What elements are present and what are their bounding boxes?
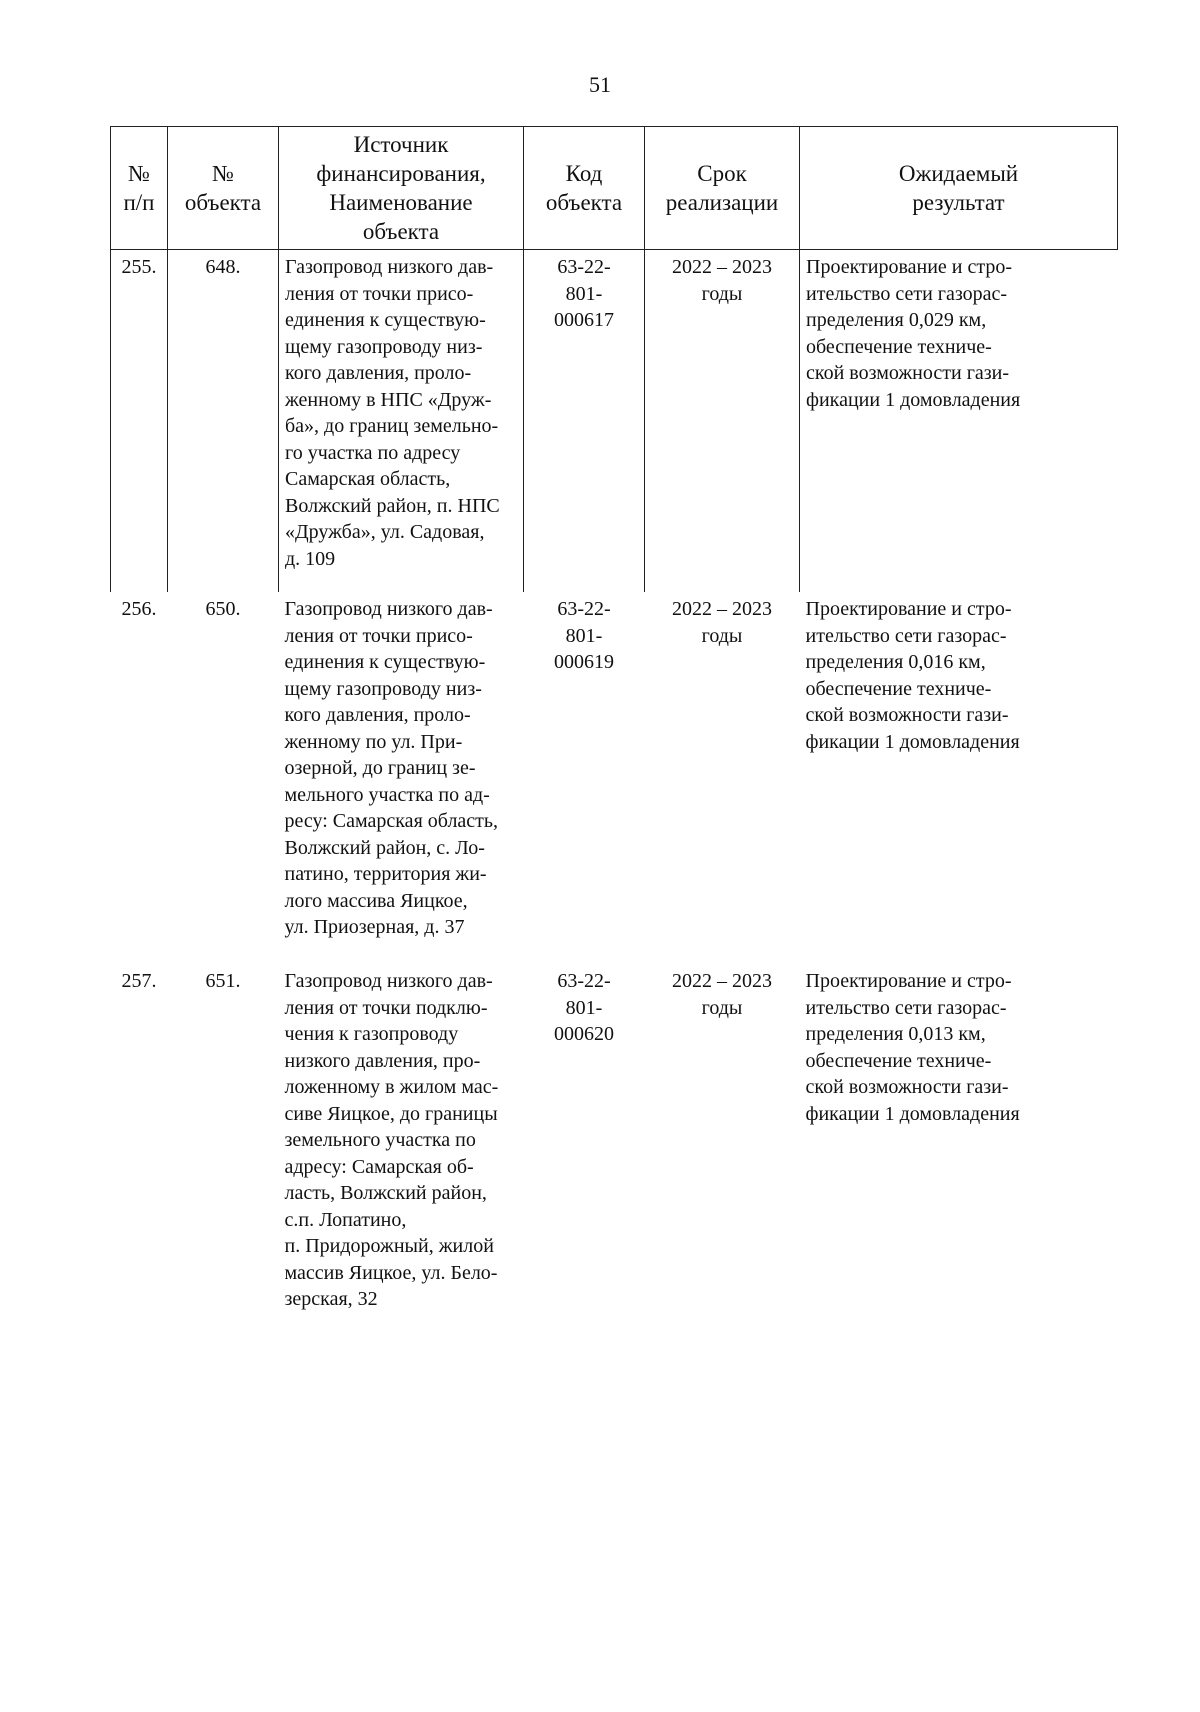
header-term: Срок реализации	[645, 127, 800, 250]
table-row	[111, 250, 1118, 593]
object-number: 651.	[205, 970, 241, 992]
term: 2022 – 2023 годы	[645, 250, 800, 593]
term: 2022 – 2023 годы	[672, 970, 772, 1019]
table-row	[111, 964, 1118, 1328]
term: 2022 – 2023 годы	[672, 598, 772, 647]
object-name: Газопровод низкого дав- ления от точки присо- единения к существую- щему газопроводу низ- кого давления, проло- женному в НПС «Друж- ба», до границ земельно- го участка по адресу Самарская область, Волжский район, п. НПС «Дружба», ул. Садовая, д. 109	[279, 250, 524, 593]
header-object-name: Источник финансирования, Наименование объекта	[279, 127, 524, 250]
header-expected-result: Ожидаемый результат	[800, 127, 1118, 250]
object-number: 648.	[168, 250, 279, 593]
expected-result: Проектирование и стро- ительство сети газорас- пределения 0,029 км, обеспечение техниче- ской возможности гази- фикации 1 домовладения	[800, 250, 1118, 593]
row-number: 256.	[121, 598, 157, 620]
object-name: Газопровод низкого дав- ления от точки подклю- чения к газопроводу низкого давления, про- ложенному в жилом мас- сиве Яицкое, до границы земельного участка по адресу: Самарская об- ласть, Волжский район, с.п. Лопатино, п. Придорожный, жилой массив Яицкое, ул. Бело- зерская, 32	[284, 970, 499, 1310]
table-header-row	[111, 127, 1118, 250]
header-object-code: Код объекта	[524, 127, 645, 250]
table-row	[111, 592, 1118, 964]
header-object-number: № объекта	[168, 127, 279, 250]
object-code: 63-22- 801- 000620	[554, 970, 614, 1045]
expected-result: Проектирование и стро- ительство сети газорас- пределения 0,016 км, обеспечение техниче- ской возможности гази- фикации 1 домовладения	[805, 598, 1020, 753]
object-code: 63-22- 801- 000619	[554, 598, 614, 673]
row-number: 255.	[111, 250, 168, 593]
object-code: 63-22- 801- 000617	[524, 250, 645, 593]
object-number: 650.	[205, 598, 241, 620]
header-row-number: № п/п	[111, 127, 168, 250]
expected-result: Проектирование и стро- ительство сети газорас- пределения 0,013 км, обеспечение техниче- ской возможности гази- фикации 1 домовладения	[805, 970, 1020, 1125]
objects-table	[110, 126, 1118, 1328]
row-number: 257.	[121, 970, 157, 992]
object-name: Газопровод низкого дав- ления от точки присо- единения к существую- щему газопроводу низ- кого давления, проло- женному по ул. При- озерной, до границ зе- мельного участка по ад- ресу: Самарская область, Волжский район, с. Ло- патино, территория жи- лого массива Яицкое, ул. Приозерная, д. 37	[284, 598, 499, 938]
page-number: 51	[589, 72, 611, 97]
